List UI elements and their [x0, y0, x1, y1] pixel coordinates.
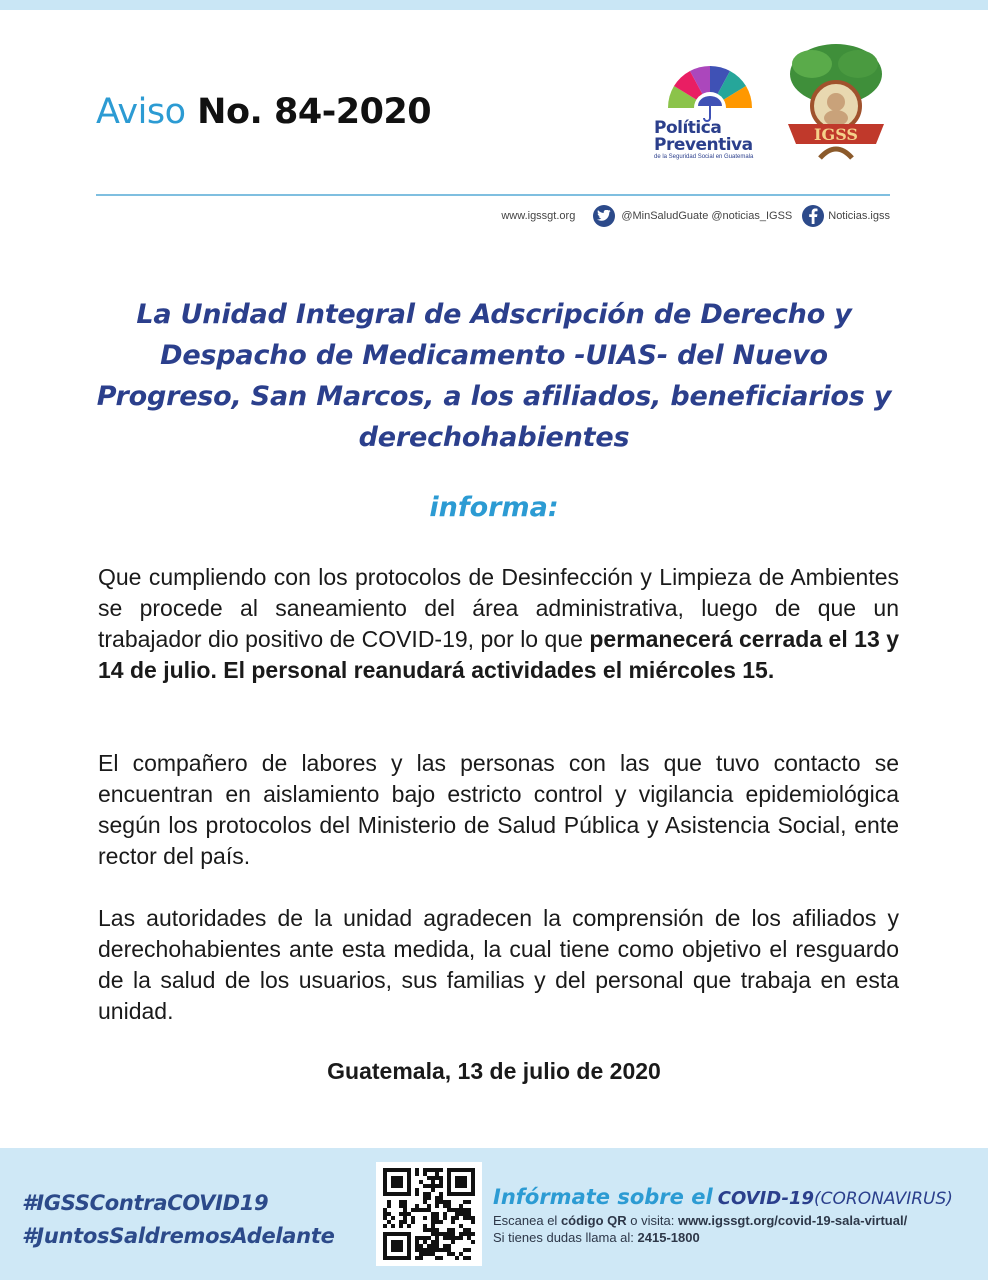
facebook-icon: [802, 205, 824, 227]
header-divider: [96, 194, 890, 196]
paragraph-gratitude: Las autoridades de la unidad agradecen la comprensión de los afiliados y derechohabientes ante esta medida, la cual tiene como objetivo el resguardo de la salud de los usuarios, sus familias y del personal que trabaja en esta unidad.: [98, 905, 899, 1024]
umbrella-wheel-icon: [650, 48, 770, 128]
social-links: [501, 204, 890, 228]
phone-number[interactable]: 2415-1800: [637, 1230, 700, 1245]
info-heading: Infórmate sobre el COVID-19(CORONAVIRUS): [493, 1185, 953, 1209]
notice-word: Aviso: [96, 92, 186, 132]
politica-preventiva-logo: [650, 48, 770, 166]
politica-preventiva-wordmark: Política Preventiva: [654, 118, 753, 155]
notice-headline: La Unidad Integral de Adscripción de Derecho y Despacho de Medicamento -UIAS- del Nuevo Progreso, San Marcos, a los afiliados, beneficiarios y derechohabientes: [96, 299, 892, 453]
info-scan-line: Escanea el código QR o visita: www.igssgt.org/covid-19-sala-virtual/: [493, 1213, 908, 1228]
politica-preventiva-subtitle: de la Seguridad Social en Guatemala: [654, 154, 754, 160]
hashtag-igss[interactable]: #IGSSContraCOVID19: [22, 1191, 269, 1215]
twitter-handles[interactable]: @MinSaludGuate @noticias_IGSS: [621, 210, 793, 222]
footer-hashtags: [22, 1187, 335, 1253]
qr-code-icon: [383, 1168, 475, 1260]
covid-site-link[interactable]: www.igssgt.org/covid-19-sala-virtual/: [677, 1213, 908, 1228]
igss-logo: [780, 40, 892, 166]
hashtag-juntos[interactable]: #JuntosSaldremosAdelante: [22, 1224, 335, 1248]
informa-label: informa:: [429, 492, 559, 523]
notice-number: No. 84-2020: [197, 92, 432, 132]
notice-date: Guatemala, 13 de julio de 2020: [327, 1058, 661, 1084]
svg-text:IGSS: IGSS: [814, 125, 858, 144]
website-link[interactable]: www.igssgt.org: [501, 210, 576, 222]
notice-title: [96, 92, 431, 132]
qr-code[interactable]: [376, 1162, 482, 1266]
info-phone-line: Si tienes dudas llama al: 2415-1800: [493, 1230, 700, 1245]
paragraph-isolation: El compañero de labores y las personas con las que tuvo contacto se encuentran en aislamiento bajo estricto control y vigilancia epidemiológica según los protocolos del Ministerio de Salud Pública y Asistencia Social, ente rector del país.: [98, 750, 899, 869]
top-strip: [0, 0, 988, 10]
twitter-icon: [593, 205, 615, 227]
paragraph-closure: Que cumpliendo con los protocolos de Desinfección y Limpieza de Ambientes se procede al saneamiento del área administrativa, luego de que un trabajador dio positivo de COVID-19, por lo que permanecerá cerrada el 13 y 14 de julio. El personal reanudará actividades el miércoles 15.: [98, 564, 899, 683]
igss-tree-seal-icon: [780, 40, 892, 166]
facebook-page[interactable]: Noticias.igss: [828, 210, 890, 222]
closure-dates: permanecerá cerrada el 13 y 14 de julio. El personal reanudará actividades el miércoles 15.: [98, 626, 899, 683]
